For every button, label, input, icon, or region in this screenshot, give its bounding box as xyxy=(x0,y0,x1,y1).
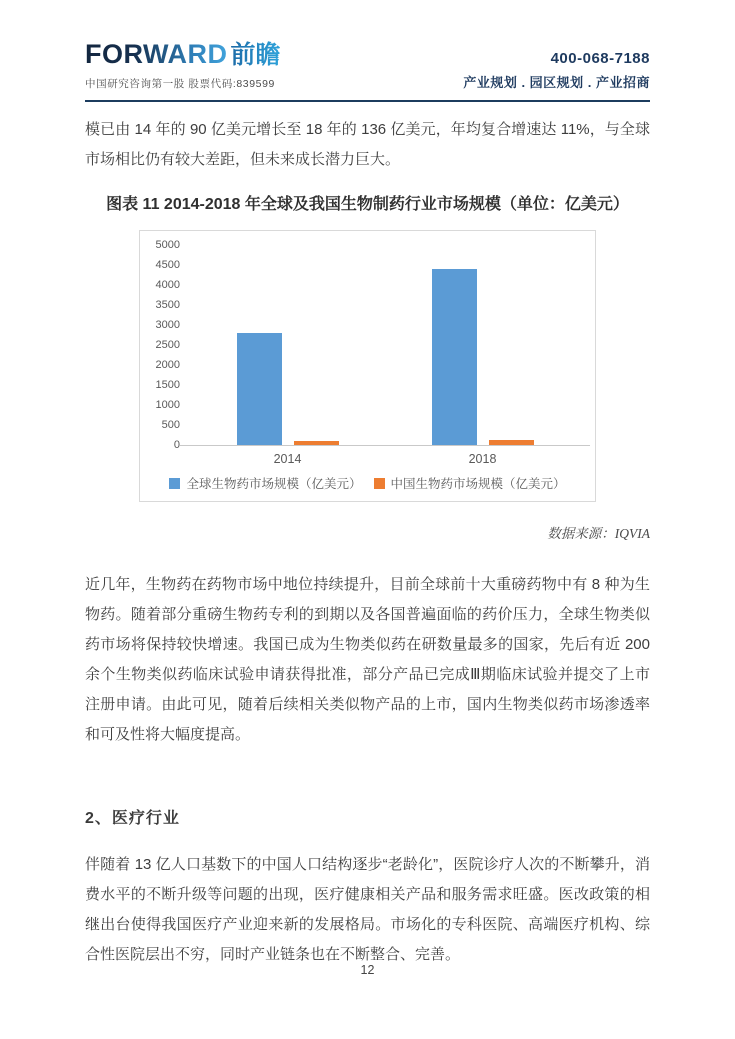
legend-swatch-icon xyxy=(169,478,180,489)
services-tagline: 产业规划 . 园区规划 . 产业招商 xyxy=(463,75,650,90)
y-axis-tick-label: 4500 xyxy=(155,259,180,271)
forward-logo xyxy=(85,40,281,73)
bar-2014-china xyxy=(294,441,339,445)
section-heading-medical: 2、医疗行业 xyxy=(85,810,180,827)
y-axis-tick-label: 1000 xyxy=(155,399,180,411)
legend-label: 中国生物药市场规模（亿美元） xyxy=(390,477,566,491)
biopharma-paragraph: 近几年，生物药在药物市场中地位持续提升，目前全球前十大重磅药物中有 8 种为生物药。随着部分重磅生物药专利的到期以及各国普遍面临的药价压力，全球生物类似药市场将保持较快增速。我国已成为生物类似药在研数量最多的国家，先后有近 200 余个生物类似药临床试验申请获得批准，部分产品已完成Ⅲ期临床试验并提交了上市注册申请。由此可见，随着后续相关类似物产品的上市，国内生物类似药市场渗透率和可及性将大幅度提高。 xyxy=(85,576,650,743)
y-axis-tick-label: 2000 xyxy=(155,359,180,371)
data-source-note: 数据来源：IQVIA xyxy=(547,526,650,541)
y-axis-tick-label: 3000 xyxy=(155,319,180,331)
chart-legend xyxy=(140,474,595,492)
bar-2018-global xyxy=(432,269,477,445)
x-axis-label: 2014 xyxy=(273,452,302,466)
logo-cn-text: 前瞻 xyxy=(230,41,281,69)
chart-canvas xyxy=(139,230,596,502)
header-divider xyxy=(85,100,650,102)
page-header xyxy=(85,0,650,91)
y-axis-tick-label: 5000 xyxy=(155,239,180,251)
header-contact xyxy=(463,50,650,91)
bar-2014-global xyxy=(237,333,282,445)
bar-2018-china xyxy=(489,440,534,445)
legend-item-china xyxy=(374,474,566,492)
intro-paragraph: 模已由 14 年的 90 亿美元增长至 18 年的 136 亿美元，年均复合增速达 11%，与全球市场相比仍有较大差距，但未来成长潜力巨大。 xyxy=(85,121,650,168)
logo-en-text: FORWARD xyxy=(85,39,228,69)
y-axis-tick-label: 0 xyxy=(173,439,180,451)
y-axis-tick-label: 1500 xyxy=(155,379,180,391)
legend-label: 全球生物药市场规模（亿美元） xyxy=(186,477,362,491)
medical-paragraph: 伴随着 13 亿人口基数下的中国人口结构逐步“老龄化”，医院诊疗人次的不断攀升，消费水平的不断升级等问题的出现，医疗健康相关产品和服务需求旺盛。医改政策的相继出台使得我国医疗产业迎来新的发展格局。市场化的专科医院、高端医疗机构、综合性医院层出不穷，同时产业链条也在不断整合、完善。 xyxy=(85,856,650,963)
y-axis-tick-label: 500 xyxy=(161,419,180,431)
y-axis-tick-label: 4000 xyxy=(155,279,180,291)
legend-swatch-icon xyxy=(374,478,385,489)
x-axis-line xyxy=(180,445,590,446)
logo-subtitle: 中国研究咨询第一股 股票代码:839599 xyxy=(85,78,275,90)
legend-item-global xyxy=(169,474,361,492)
x-axis-label: 2018 xyxy=(468,452,497,466)
page-number: 12 xyxy=(360,963,375,977)
phone-number: 400-068-7188 xyxy=(550,50,650,67)
y-axis-tick-label: 3500 xyxy=(155,299,180,311)
figure-title: 图表 11 2014-2018 年全球及我国生物制药行业市场规模（单位：亿美元） xyxy=(106,196,629,213)
logo-block xyxy=(85,40,281,91)
y-axis-tick-label: 2500 xyxy=(155,339,180,351)
